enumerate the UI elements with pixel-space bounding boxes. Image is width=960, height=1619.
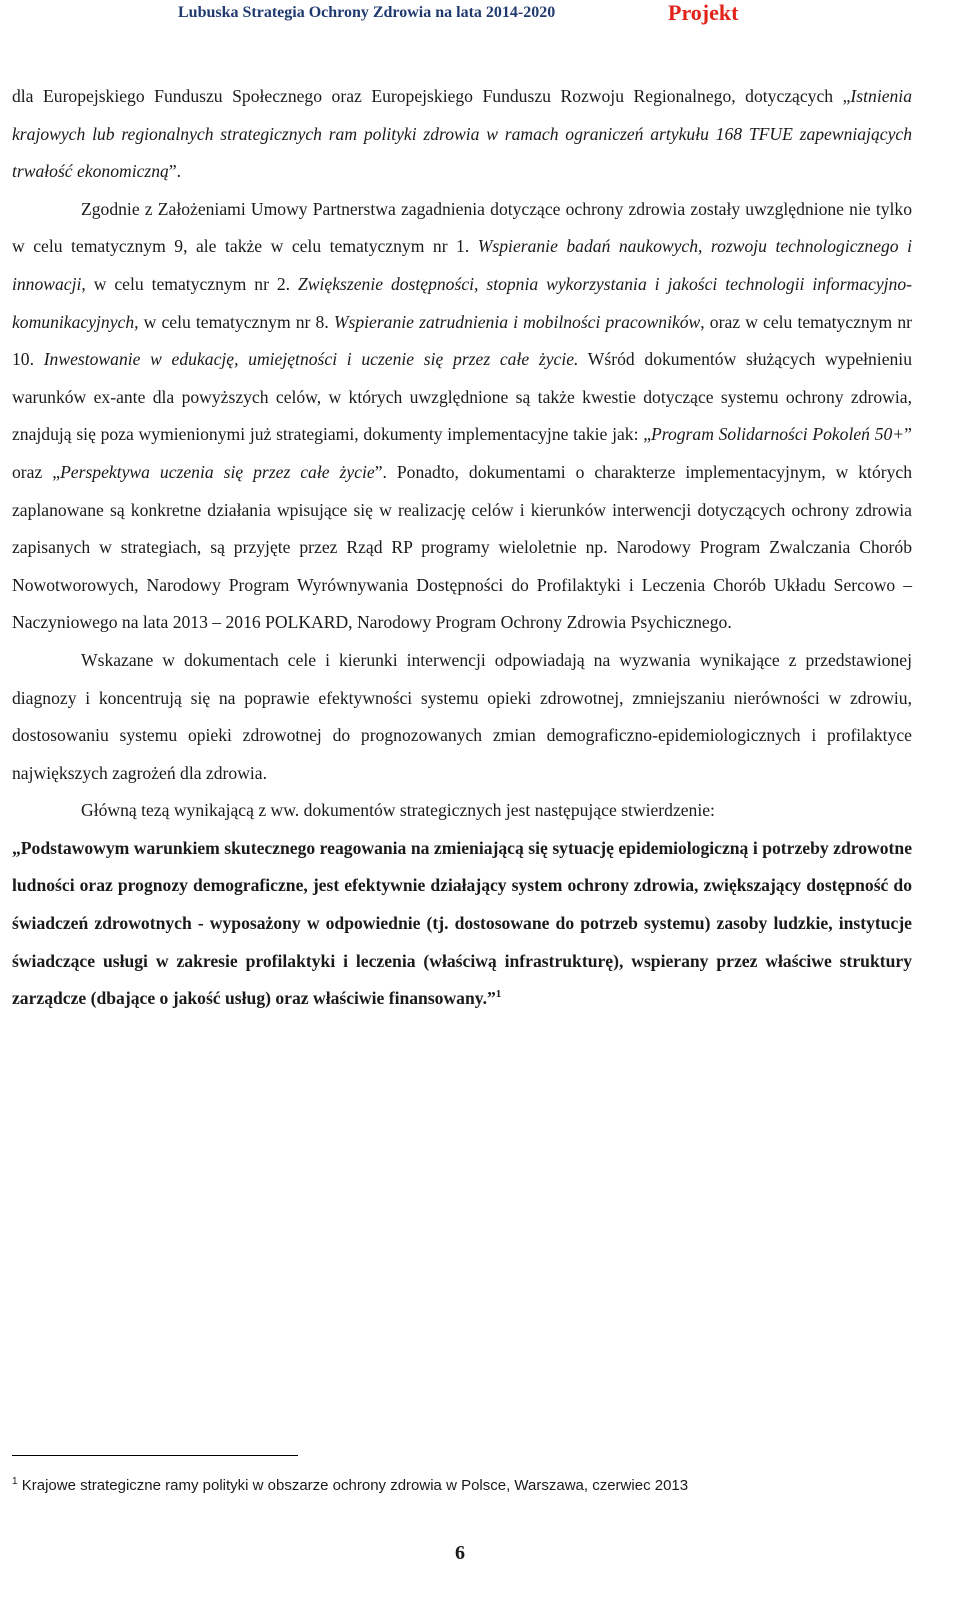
thesis-quote-text: „Podstawowym warunkiem skutecznego reagowania na zmieniającą się sytuację epidemiologiczną i potrzeby zdrowotne ludności oraz prognozy demograficzne, jest efektywnie działający system ochrony zdrowia, zwiększający dostępność do świadczeń zdrowotnych - wyposażony w odpowiednie (tj. dostosowane do potrzeb systemu) zasoby ludzkie, instytucje świadczące usługi w zakresie profilaktyki i leczenia (właściwą infrastrukturę), wspierany przez właściwe struktury zarządcze (dbające o jakość usług) oraz właściwie finansowany.” [12,837,912,1009]
text-run: ” oraz „ [12,424,912,482]
italic-phrase: Zwiększenie dostępności, stopnia wykorzystania i jakości technologii informacyjno-komunikacyjnych, [12,273,912,332]
text-run: , w celu tematycznym nr 2. [81,273,298,294]
italic-phrase: Perspektywa uczenia się przez całe życie [60,461,375,482]
text-run: Zgodnie z Założeniami Umowy Partnerstwa zagadnienia dotyczące ochrony zdrowia zostały uwzględnione nie tylko w celu tematycznym 9, ale także w celu tematycznym nr 1. [12,198,912,257]
footnote-reference[interactable]: 1 [495,988,502,1001]
page-header [0,0,960,30]
footnote-text: Krajowe strategiczne ramy polityki w obszarze ochrony zdrowia w Polsce, Warszawa, czerwiec 2013 [21,1477,689,1494]
italic-phrase: Wspieranie zatrudnienia i mobilności pracowników [333,311,701,332]
italic-phrase: Wspieranie badań naukowych, rozwoju technologicznego i innowacji [12,236,912,294]
text-run: ”. [168,161,182,182]
footnote [12,1476,932,1496]
page-number: 6 [455,1542,465,1564]
paragraph [12,191,912,642]
italic-phrase: Program Solidarności Pokoleń 50+ [651,424,905,445]
text-run: Główną tezą wynikającą z ww. dokumentów strategicznych jest następujące stwierdzenie: [81,800,715,821]
thesis-quote [12,830,912,1018]
italic-phrase: Istnienia krajowych lub regionalnych strategicznych ram polityki zdrowia w ramach ograniczeń artykułu 168 TFUE zapewniających trwałość ekonomiczną [12,86,912,182]
text-run: Wśród dokumentów służących wypełnieniu warunków ex-ante dla powyższych celów, w których uwzględnione są także kwestie dotyczące systemu ochrony zdrowia, znajdują się poza wymienionymi już strategiami, dokumenty implementacyjne takie jak: „ [12,349,912,445]
header-project-badge: Projekt [668,0,739,25]
text-run: w celu tematycznym nr 8. [138,311,334,332]
footnote-number: 1 [12,1476,18,1487]
paragraph [12,792,912,830]
paragraph-list [12,78,912,830]
footnote-separator [12,1455,298,1456]
document-body [12,78,912,1018]
paragraph [12,642,912,792]
header-title: Lubuska Strategia Ochrony Zdrowia na lata 2014-2020 [178,4,556,21]
paragraph [12,78,912,191]
text-run: , oraz w celu tematycznym nr 10. [12,311,912,370]
italic-phrase: Inwestowanie w edukację, umiejętności i uczenie się przez całe życie. [43,349,579,370]
text-run: Wskazane w dokumentach cele i kierunki interwencji odpowiadają na wyzwania wynikające z przedstawionej diagnozy i koncentrują się na poprawie efektywności systemu opieki zdrowotnej, zmniejszaniu nierówności w zdrowiu, dostosowaniu systemu opieki zdrowotnej do prognozowanych zmian demograficzno-epidemiologicznych i profilaktyce największych zagrożeń dla zdrowia. [12,649,912,783]
text-run: dla Europejskiego Funduszu Społecznego oraz Europejskiego Funduszu Rozwoju Regionalnego, dotyczących „ [12,86,851,106]
text-run: ”. Ponadto, dokumentami o charakterze implementacyjnym, w których zaplanowane są konkretne działania wpisujące się w realizację celów i kierunków interwencji dotyczących ochrony zdrowia zapisanych w strategiach, są przyjęte przez Rząd RP programy wieloletnie np. Narodowy Program Zwalczania Chorób Nowotworowych, Narodowy Program Wyrównywania Dostępności do Profilaktyki i Leczenia Chorób Układu Sercowo – Naczyniowego na lata 2013 – 2016 POLKARD, Narodowy Program Ochrony Zdrowia Psychicznego. [12,461,912,633]
